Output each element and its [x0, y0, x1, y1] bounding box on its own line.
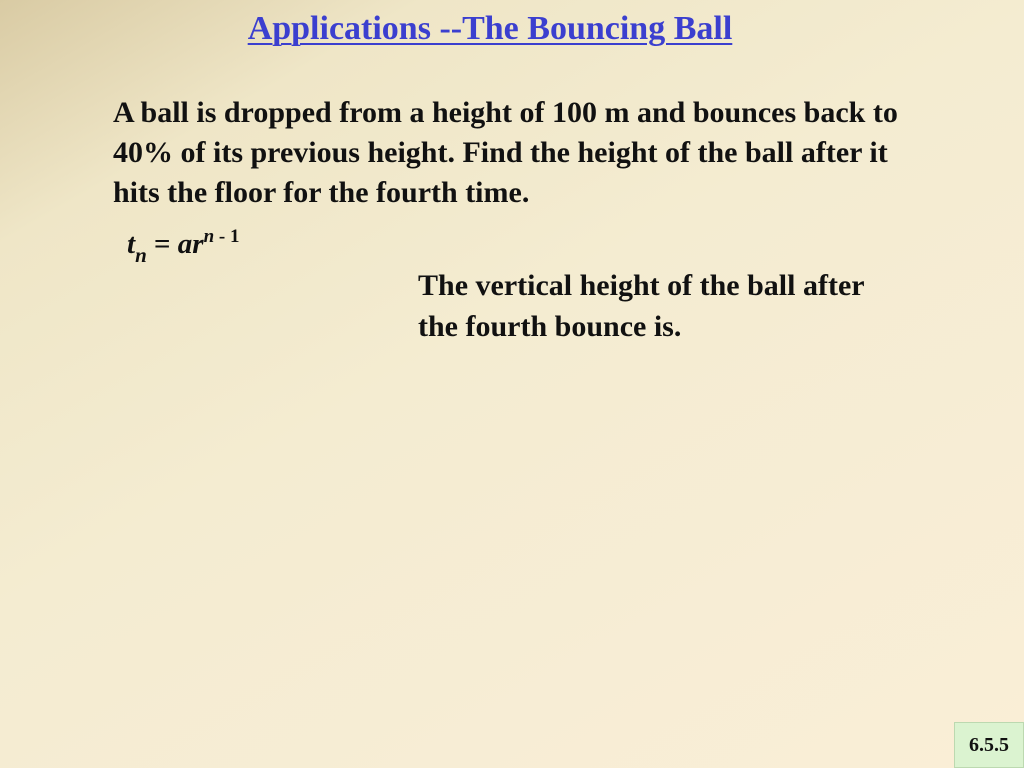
formula-t: t: [127, 228, 136, 260]
slide-title: [0, 10, 980, 48]
problem-statement: A ball is dropped from a height of 100 m and bounces back to 40% of its previous height. Find the height of the ball after it hits the floor for the fourth time.: [113, 96, 898, 209]
formula-exponent-minus-one: - 1: [214, 226, 240, 247]
geometric-sequence-formula: [127, 226, 239, 266]
slide-number: 6.5.5: [969, 733, 1009, 756]
formula-equals: =: [146, 228, 178, 260]
answer-text: The vertical height of the ball after the fourth bounce is.: [418, 269, 865, 343]
formula-ar: ar: [177, 228, 204, 260]
formula-exponent-n: n: [203, 226, 215, 247]
slide-title-text: Applications --The Bouncing Ball: [247, 10, 733, 47]
slide-number-badge: [954, 722, 1024, 768]
formula-exponent: [204, 226, 240, 247]
formula-subscript-n: n: [135, 243, 147, 267]
